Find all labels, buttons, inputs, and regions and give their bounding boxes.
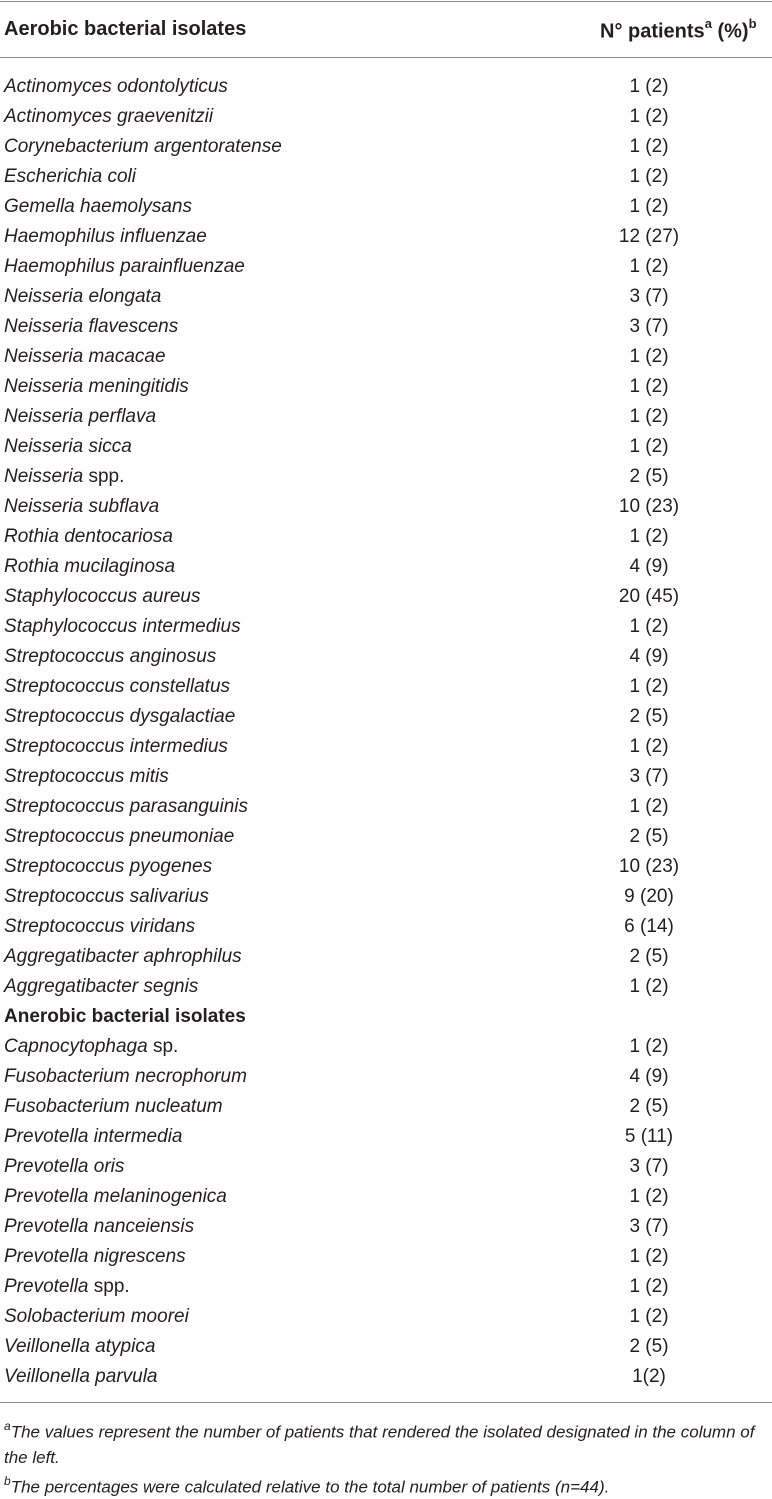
table-row (0, 1182, 772, 1212)
footnote-a (0, 1415, 772, 1470)
species-name: Fusobacterium nucleatum (4, 1096, 223, 1117)
species-name: Haemophilus influenzae (4, 226, 207, 247)
isolate-name (4, 192, 192, 222)
species-name: Prevotella nanceiensis (4, 1216, 195, 1237)
isolate-name (4, 1212, 194, 1242)
patient-count: 1 (2) (629, 376, 669, 397)
header-percent-label: (%) (711, 20, 749, 43)
footnote-marker-a: a (704, 16, 712, 31)
isolate-name (4, 882, 209, 912)
isolate-name (4, 1182, 227, 1212)
patient-count: 1 (2) (629, 976, 669, 997)
table-row (0, 1212, 772, 1242)
table-row (0, 312, 772, 342)
isolate-name (4, 252, 245, 282)
patient-count: 1 (2) (629, 436, 669, 457)
isolate-name (4, 462, 124, 492)
table-row (0, 402, 772, 432)
table-row (0, 492, 772, 522)
species-name: Rothia mucilaginosa (4, 556, 176, 577)
table-row (0, 792, 772, 822)
isolate-name (4, 852, 212, 882)
isolate-name (4, 912, 195, 942)
footnote-text: The values represent the number of patients that rendered the isolated designated in the column of the left. (4, 1422, 755, 1467)
patient-count: 1 (2) (629, 106, 669, 127)
footnote-marker-b: b (748, 16, 757, 31)
table-row (0, 972, 772, 1002)
patient-count: 3 (7) (629, 316, 669, 337)
table-row (0, 1062, 772, 1092)
patient-count: 2 (5) (629, 466, 669, 487)
species-name: Streptococcus constellatus (4, 676, 231, 697)
table-header (0, 2, 772, 57)
species-name: Neisseria elongata (4, 286, 162, 307)
table-row (0, 1272, 772, 1302)
isolate-name (4, 432, 132, 462)
species-name: Capnocytophaga (4, 1036, 148, 1057)
species-suffix: spp. (83, 466, 125, 487)
species-name: Streptococcus anginosus (4, 646, 217, 667)
patient-count: 1 (2) (629, 346, 669, 367)
species-name: Prevotella (4, 1276, 89, 1297)
patient-count: 3 (7) (629, 1216, 669, 1237)
table-row (0, 1152, 772, 1182)
species-name: Fusobacterium necrophorum (4, 1066, 247, 1087)
header-patients-label: N° patients (600, 20, 705, 43)
species-name: Prevotella intermedia (4, 1126, 183, 1147)
isolate-name (4, 282, 161, 312)
species-name: Streptococcus viridans (4, 916, 196, 937)
section-heading (0, 1002, 772, 1032)
footnote-b (0, 1470, 772, 1499)
table-row (0, 192, 772, 222)
isolate-name (4, 1032, 178, 1062)
species-name: Neisseria meningitidis (4, 376, 189, 397)
species-name: Streptococcus intermedius (4, 736, 228, 757)
isolate-name (4, 102, 213, 132)
patient-count: 1 (2) (629, 526, 669, 547)
table-row (0, 162, 772, 192)
species-name: Neisseria subflava (4, 496, 160, 517)
patient-count: 3 (7) (629, 286, 669, 307)
table-row (0, 1302, 772, 1332)
isolate-name (4, 942, 242, 972)
isolate-name (4, 702, 235, 732)
isolate-name (4, 792, 248, 822)
table-row (0, 222, 772, 252)
patient-count: 1 (2) (629, 1246, 669, 1267)
isolate-name (4, 1332, 155, 1362)
patient-count: 2 (5) (629, 1096, 669, 1117)
patient-count: 10 (23) (618, 856, 680, 877)
patient-count: 1 (2) (629, 1306, 669, 1327)
isolate-name (4, 642, 216, 672)
species-name: Neisseria flavescens (4, 316, 179, 337)
species-name: Aggregatibacter segnis (4, 976, 199, 997)
isolate-name (4, 582, 200, 612)
species-name: Haemophilus parainfluenzae (4, 256, 245, 277)
table-row (0, 672, 772, 702)
isolate-name (4, 492, 159, 522)
table-row (0, 1032, 772, 1062)
isolate-name (4, 1092, 223, 1122)
species-name: Neisseria macacae (4, 346, 166, 367)
table-row (0, 342, 772, 372)
table-row (0, 852, 772, 882)
table-row (0, 732, 772, 762)
table-body (0, 58, 772, 1402)
patient-count: 12 (27) (618, 226, 680, 247)
patient-count: 1 (2) (629, 736, 669, 757)
table-row (0, 912, 772, 942)
patient-count: 3 (7) (629, 1156, 669, 1177)
species-name: Veillonella parvula (4, 1366, 158, 1387)
table-row (0, 882, 772, 912)
patient-count: 6 (14) (624, 916, 674, 937)
patient-count: 1(2) (632, 1366, 666, 1387)
patient-count: 9 (20) (624, 886, 674, 907)
isolate-name (4, 1362, 158, 1392)
patient-count: 1 (2) (629, 196, 669, 217)
species-suffix: spp. (88, 1276, 130, 1297)
isolate-name (4, 1122, 182, 1152)
table-row (0, 762, 772, 792)
table-row (0, 1332, 772, 1362)
patient-count: 4 (9) (629, 1066, 669, 1087)
isolate-name (4, 612, 241, 642)
patient-count: 4 (9) (629, 646, 669, 667)
patient-count: 1 (2) (629, 256, 669, 277)
species-name: Neisseria (4, 466, 84, 487)
isolate-name (4, 1302, 189, 1332)
table-row (0, 582, 772, 612)
species-name: Corynebacterium argentoratense (4, 136, 282, 157)
patient-count: 1 (2) (629, 1186, 669, 1207)
species-name: Staphylococcus aureus (4, 586, 201, 607)
species-name: Neisseria sicca (4, 436, 132, 457)
table-row (0, 612, 772, 642)
table-row (0, 432, 772, 462)
table-row (0, 282, 772, 312)
species-name: Neisseria perflava (4, 406, 157, 427)
header-isolates: Aerobic bacterial isolates (4, 18, 247, 40)
table-row (0, 132, 772, 162)
species-name: Rothia dentocariosa (4, 526, 173, 547)
table-row (0, 1092, 772, 1122)
species-suffix: sp. (147, 1036, 179, 1057)
species-name: Streptococcus dysgalactiae (4, 706, 236, 727)
footnote-text: The percentages were calculated relative to the total number of patients (n=44). (10, 1477, 610, 1497)
species-name: Staphylococcus intermedius (4, 616, 241, 637)
patient-count: 2 (5) (629, 946, 669, 967)
table-row (0, 522, 772, 552)
footnote-mark: b (4, 1473, 11, 1488)
patient-count: 1 (2) (629, 1036, 669, 1057)
isolate-name (4, 1242, 186, 1272)
isolate-name (4, 822, 234, 852)
species-name: Prevotella melaninogenica (4, 1186, 227, 1207)
isolate-name (4, 732, 228, 762)
table-row (0, 702, 772, 732)
table-row (0, 822, 772, 852)
isolate-name (4, 402, 156, 432)
table-row (0, 1362, 772, 1392)
table-row (0, 1122, 772, 1152)
patient-count: 1 (2) (629, 76, 669, 97)
species-name: Prevotella oris (4, 1156, 125, 1177)
isolate-name (4, 762, 169, 792)
table-row (0, 1242, 772, 1272)
table-row (0, 72, 772, 102)
table-row (0, 942, 772, 972)
species-name: Aggregatibacter aphrophilus (4, 946, 242, 967)
patient-count: 2 (5) (629, 826, 669, 847)
table-row (0, 102, 772, 132)
isolate-name (4, 372, 189, 402)
header-patients (600, 18, 772, 44)
patient-count: 1 (2) (629, 676, 669, 697)
species-name: Veillonella atypica (4, 1336, 156, 1357)
species-name: Streptococcus pneumoniae (4, 826, 235, 847)
isolate-name (4, 312, 178, 342)
section-heading-label: Anerobic bacterial isolates (4, 1006, 246, 1027)
species-name: Streptococcus mitis (4, 766, 169, 787)
patient-count: 1 (2) (629, 406, 669, 427)
patient-count: 2 (5) (629, 1336, 669, 1357)
patient-count: 3 (7) (629, 766, 669, 787)
species-name: Solobacterium moorei (4, 1306, 189, 1327)
table-row (0, 252, 772, 282)
patient-count: 2 (5) (629, 706, 669, 727)
species-name: Streptococcus parasanguinis (4, 796, 248, 817)
isolate-name (4, 1062, 247, 1092)
isolate-name (4, 1272, 130, 1302)
isolate-name (4, 222, 207, 252)
species-name: Streptococcus pyogenes (4, 856, 213, 877)
patient-count: 1 (2) (629, 616, 669, 637)
species-name: Actinomyces odontolyticus (4, 76, 228, 97)
isolate-name (4, 342, 166, 372)
isolate-name (4, 552, 175, 582)
patient-count: 1 (2) (629, 1276, 669, 1297)
patient-count: 1 (2) (629, 136, 669, 157)
patient-count: 20 (45) (618, 586, 680, 607)
table-row (0, 552, 772, 582)
species-name: Escherichia coli (4, 166, 136, 187)
patient-count: 10 (23) (618, 496, 680, 517)
species-name: Actinomyces graevenitzii (4, 106, 214, 127)
isolate-name (4, 522, 173, 552)
table-footnotes (0, 1403, 772, 1499)
patient-count: 1 (2) (629, 166, 669, 187)
table-row (0, 372, 772, 402)
patient-count: 5 (11) (624, 1126, 674, 1147)
footnote-mark: a (4, 1419, 11, 1433)
species-name: Gemella haemolysans (4, 196, 192, 217)
isolate-name (4, 672, 230, 702)
isolate-name (4, 72, 228, 102)
patient-count: 4 (9) (629, 556, 669, 577)
isolate-name (4, 972, 198, 1002)
isolate-name (4, 132, 282, 162)
isolate-name (4, 162, 136, 192)
table-row (0, 462, 772, 492)
species-name: Prevotella nigrescens (4, 1246, 186, 1267)
patient-count: 1 (2) (629, 796, 669, 817)
species-name: Streptococcus salivarius (4, 886, 209, 907)
isolate-name (4, 1152, 124, 1182)
table-row (0, 642, 772, 672)
